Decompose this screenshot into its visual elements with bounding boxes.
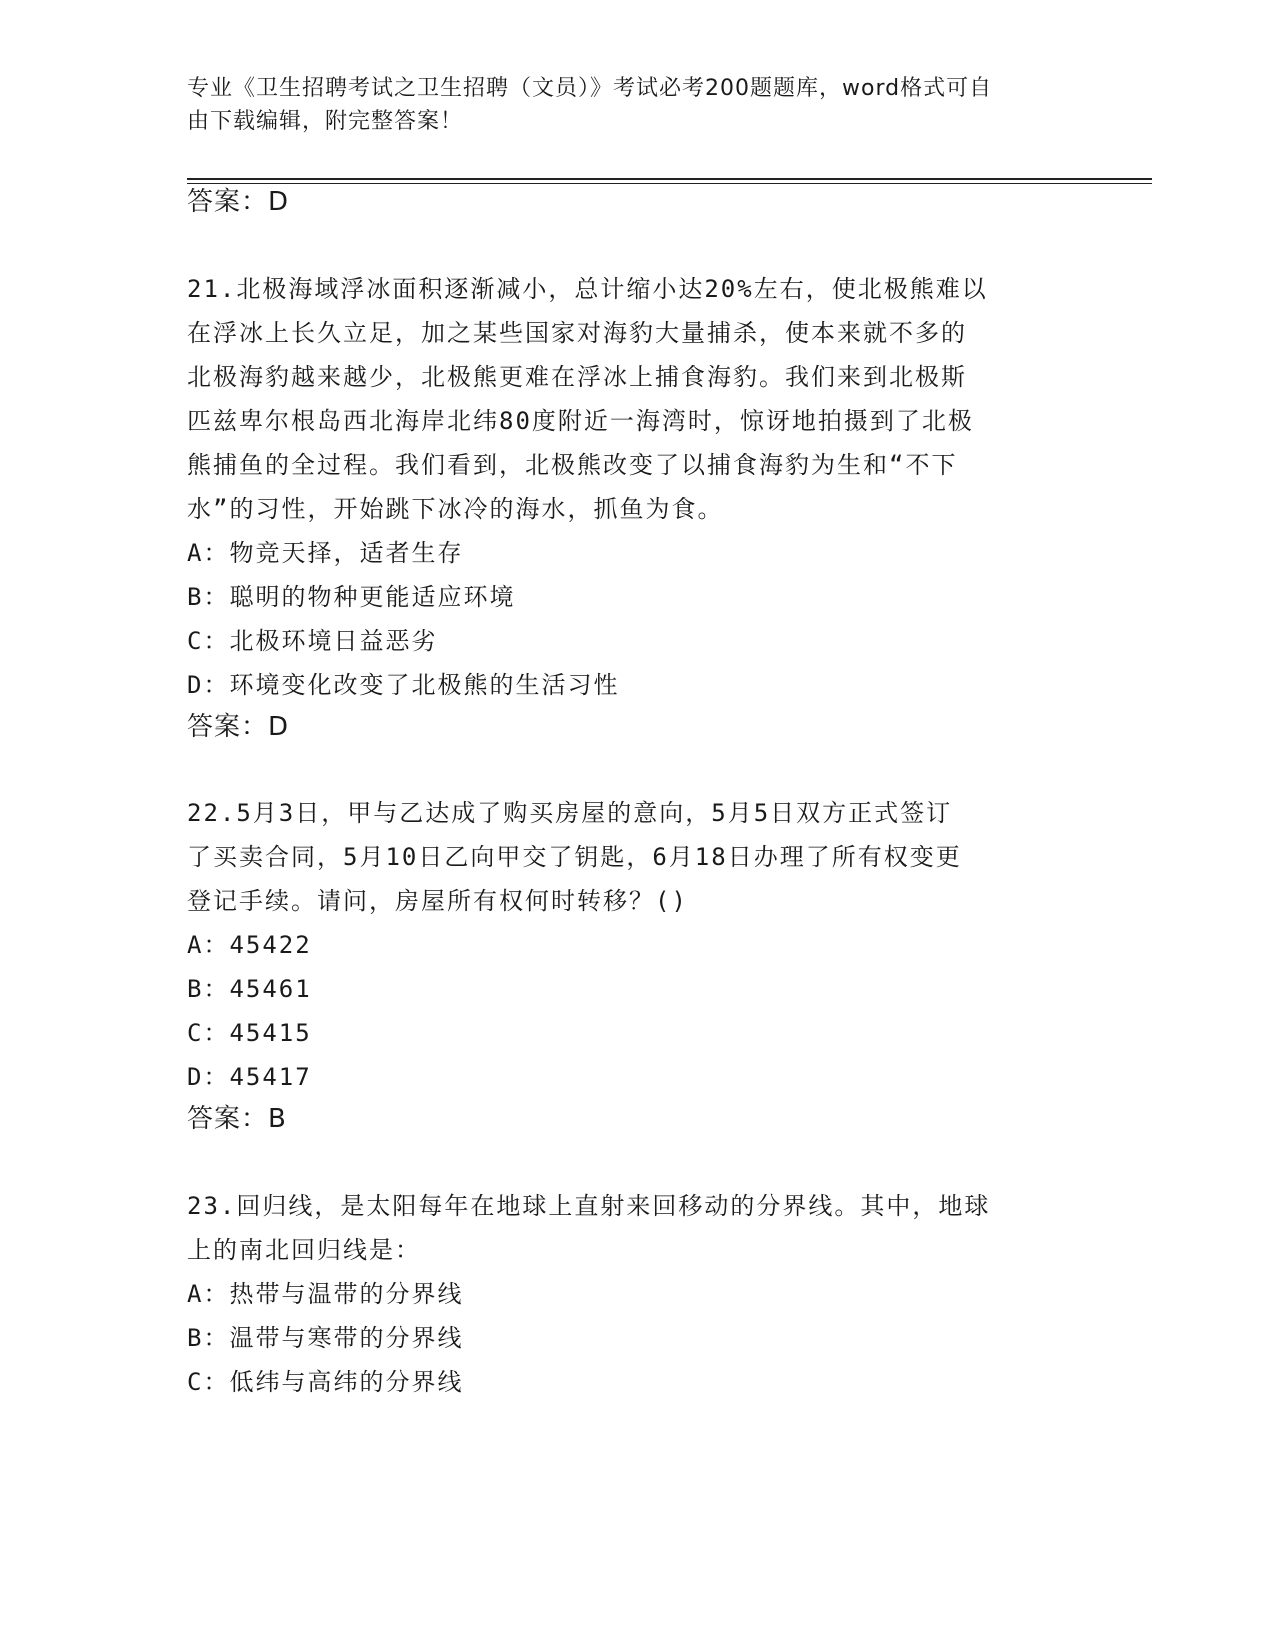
header-rule-thin bbox=[187, 183, 1152, 184]
document-header bbox=[187, 72, 1067, 138]
header-rule-thick bbox=[187, 178, 1152, 180]
q22-line-2: 了买卖合同，5月10日乙向甲交了钥匙，6月18日办理了所有权变更 bbox=[187, 843, 962, 871]
q21-line-4: 匹兹卑尔根岛西北海岸北纬80度附近一海湾时，惊讶地拍摄到了北极 bbox=[187, 407, 974, 435]
q23-option-b: B：温带与寒带的分界线 bbox=[187, 1324, 464, 1352]
q22-option-d: D：45417 bbox=[187, 1063, 312, 1091]
q22-line-1: 22.5月3日，甲与乙达成了购买房屋的意向，5月5日双方正式签订 bbox=[187, 799, 953, 827]
header-line-1: 专业《卫生招聘考试之卫生招聘（文员）》考试必考200题题库，word格式可自 bbox=[187, 76, 993, 101]
q21-line-5: 熊捕鱼的全过程。我们看到，北极熊改变了以捕食海豹为生和“不下 bbox=[187, 451, 958, 479]
q23-option-a: A：热带与温带的分界线 bbox=[187, 1280, 464, 1308]
q21-option-d: D：环境变化改变了北极熊的生活习性 bbox=[187, 671, 620, 699]
q22-answer: 答案：B bbox=[187, 1104, 287, 1134]
q22-option-b: B：45461 bbox=[187, 975, 312, 1003]
q21-option-b: B：聪明的物种更能适应环境 bbox=[187, 583, 516, 611]
q22-option-c: C：45415 bbox=[187, 1019, 312, 1047]
q21-line-2: 在浮冰上长久立足，加之某些国家对海豹大量捕杀，使本来就不多的 bbox=[187, 319, 967, 347]
q21-line-3: 北极海豹越来越少，北极熊更难在浮冰上捕食海豹。我们来到北极斯 bbox=[187, 363, 967, 391]
q23-line-1: 23.回归线，是太阳每年在地球上直射来回移动的分界线。其中，地球 bbox=[187, 1192, 991, 1220]
q22-line-3: 登记手续。请问，房屋所有权何时转移？() bbox=[187, 887, 688, 915]
q23-option-c: C：低纬与高纬的分界线 bbox=[187, 1368, 464, 1396]
q21-option-c: C：北极环境日益恶劣 bbox=[187, 627, 438, 655]
q22-option-a: A：45422 bbox=[187, 931, 312, 959]
header-line-2: 由下载编辑，附完整答案！ bbox=[187, 109, 464, 134]
q21-line-6: 水”的习性，开始跳下冰冷的海水，抓鱼为食。 bbox=[187, 495, 724, 523]
q21-answer: 答案：D bbox=[187, 712, 290, 742]
q21-line-1: 21.北极海域浮冰面积逐渐减小，总计缩小达20%左右，使北极熊难以 bbox=[187, 275, 988, 303]
answer-prev: 答案：D bbox=[187, 187, 290, 217]
q21-option-a: A：物竞天择，适者生存 bbox=[187, 539, 464, 567]
q23-line-2: 上的南北回归线是： bbox=[187, 1236, 421, 1264]
